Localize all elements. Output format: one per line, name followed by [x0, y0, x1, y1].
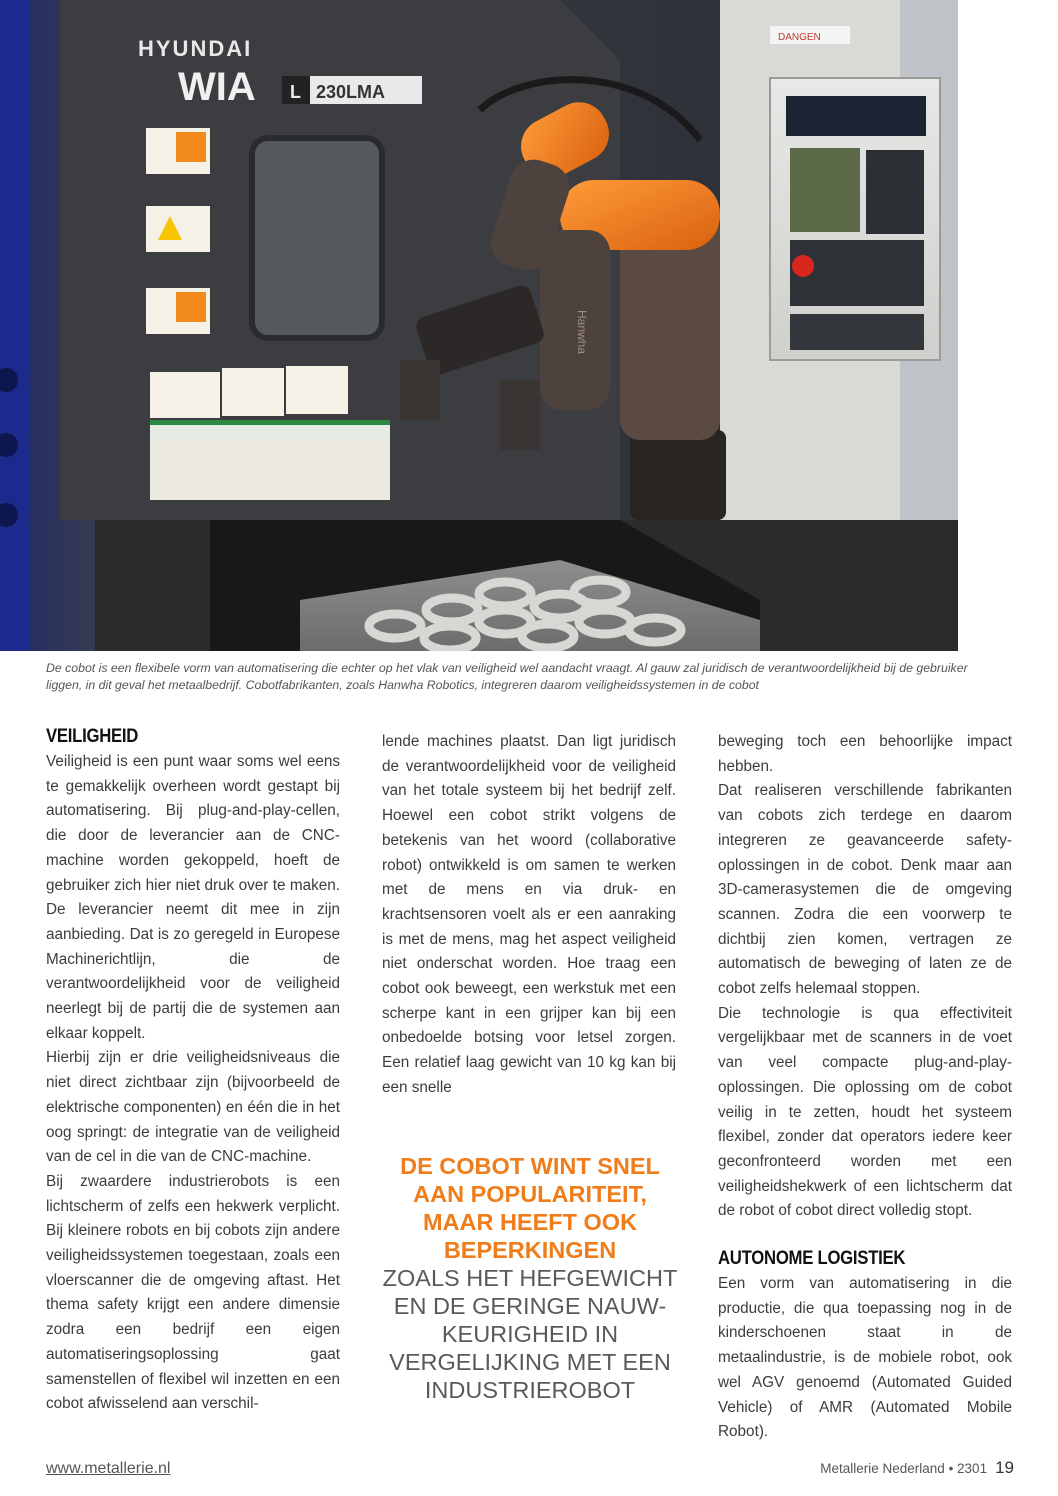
footer-publication — [820, 1458, 1014, 1478]
col3-paragraph-1: beweging toch een behoorlijke impact hebben. — [718, 733, 1012, 775]
photo-model-l: L — [290, 82, 301, 102]
column-2 — [382, 730, 676, 1101]
cnc-cobot-illustration — [0, 0, 958, 651]
col3-paragraph-3: Die technologie is qua effectiviteit vergelijkbaar met de scanners in de voet van veel compacte plug-and-play-oplossingen. Die oplossing om de cobot veilig in te zetten, houdt het systeem flexibel, zonder dat operators iedere keer geconfronteerd worden met een veiligheidshekwerk of een lichtscherm dat de robot of cobot direct volledig stopt. — [718, 1004, 1012, 1220]
hero-photo — [0, 0, 958, 651]
footer-publication-name: Metallerie Nederland • 2301 — [820, 1461, 988, 1476]
col1-paragraph-2: Hierbij zijn er drie veiligheidsniveaus die niet direct zichtbaar zijn (bijvoorbeeld de elektrische componenten) en één die in het oog springt: de integratie van de veiligheid van de cel in die van de CNC-machine. — [46, 1049, 340, 1166]
photo-robot-brand: Hanwha — [575, 310, 589, 355]
photo-banner: DANGEN — [778, 32, 821, 43]
machine-window — [252, 138, 382, 338]
col3-paragraph-2: Dat realiseren verschillende fabrikanten van cobots zich terdege en daarom integreren ze geavanceerde safety-oplossingen in de cobot. Denk maar aan 3D-camerasystemen die de omgeving scannen. Zodra die een voorwerp te dichtbij zien komen, vertragen ze automatisch de beweging of laten ze de cobot zelfs helemaal stoppen. — [718, 782, 1012, 998]
page-number: 19 — [995, 1458, 1014, 1477]
column-3 — [718, 730, 1012, 1445]
photo-brand-text: HYUNDAI — [138, 36, 253, 61]
photo-model-word: WIA — [178, 65, 256, 109]
heading-veiligheid: VEILIGHEID — [46, 726, 139, 747]
pull-quote-bold: DE COBOT WINT SNEL AAN POPULARITEIT, MAAR HEEFT OOK BEPERKINGEN — [400, 1153, 660, 1263]
pull-quote — [380, 1152, 680, 1404]
col3-paragraph-4: Een vorm van automatisering in die productie, die qua toepassing nog in de kinderschoenen staat in de metaalindustrie, is de mobiele robot, ook wel AGV genoemd (Automated Guided Vehicle) of AMR (Automated Mobile Robot). — [718, 1275, 1012, 1441]
col1-paragraph-1: Veiligheid is een punt waar soms wel eens te gemakkelijk overheen wordt gestapt bij automatisering. Bij plug-and-play-cellen, die door de leverancier aan de CNC-machine worden gekoppeld, hoeft de gebruiker zich hier niet druk over te maken. De leverancier neemt dit mee in zijn aanbieding. Dat is zo geregeld in Europese Machinerichtlijn, die de verantwoordelijkheid voor de veiligheid neerlegt bij de partij die de systemen aan elkaar koppelt. — [46, 753, 340, 1042]
cnc-control-panel — [770, 78, 940, 360]
pull-quote-rest: ZOALS HET HEFGEWICHT EN DE GERINGE NAUW-KEURIGHEID IN VERGELIJKING MET EEN INDUSTRIEROBOT — [382, 1265, 678, 1403]
machine-frame-left — [0, 0, 30, 651]
column-1 — [46, 724, 340, 1417]
photo-model-tag: 230LMA — [316, 82, 386, 102]
col2-paragraph-1: lende machines plaatst. Dan ligt juridisch de verantwoordelijkheid voor de veiligheid van het totale systeem bij het bedrijf zelf. Hoewel een cobot strikt volgens de betekenis van het woord (collaborative robot) ontwikkeld is om samen te werken met de mens en via druk- en krachtsensoren voelt als er een aanraking is met de mens, mag het aspect veiligheid niet onderschat worden. Hoe traag een cobot ook beweegt, een werkstuk met een scherpe kant in een grijper kan bij een onbedoelde botsing voor letsel zorgen. Een relatief laag gewicht van 10 kg kan bij een snelle — [382, 733, 676, 1096]
heading-autonome-logistiek: AUTONOME LOGISTIEK — [718, 1248, 906, 1270]
photo-caption: De cobot is een flexibele vorm van automatisering die echter op het vlak van veiligheid wel aandacht vraagt. Al gauw zal juridisch de verantwoordelijkheid bij de gebruiker liggen, in dit geval het metaalbedrijf. Cobotfabrikanten, zoals Hanwha Robotics, integreren daarom veiligheidssystemen in de cobot — [46, 661, 968, 692]
footer-website-link[interactable]: www.metallerie.nl — [46, 1460, 171, 1477]
workpiece-table — [95, 520, 958, 651]
col1-paragraph-3: Bij zwaardere industrierobots is een lichtscherm of zelfs een hekwerk verplicht. Bij kleinere robots en bij cobots zijn andere veiligheidssystemen toegestaan, zoals een vloerscanner die de omgeving aftast. Het thema safety krijgt een andere dimensie zodra een bedrijf een eigen automatiseringsoplossing gaat samenstellen of flexibel wil inzetten en een cobot afwisselend aan verschil- — [46, 1172, 340, 1413]
